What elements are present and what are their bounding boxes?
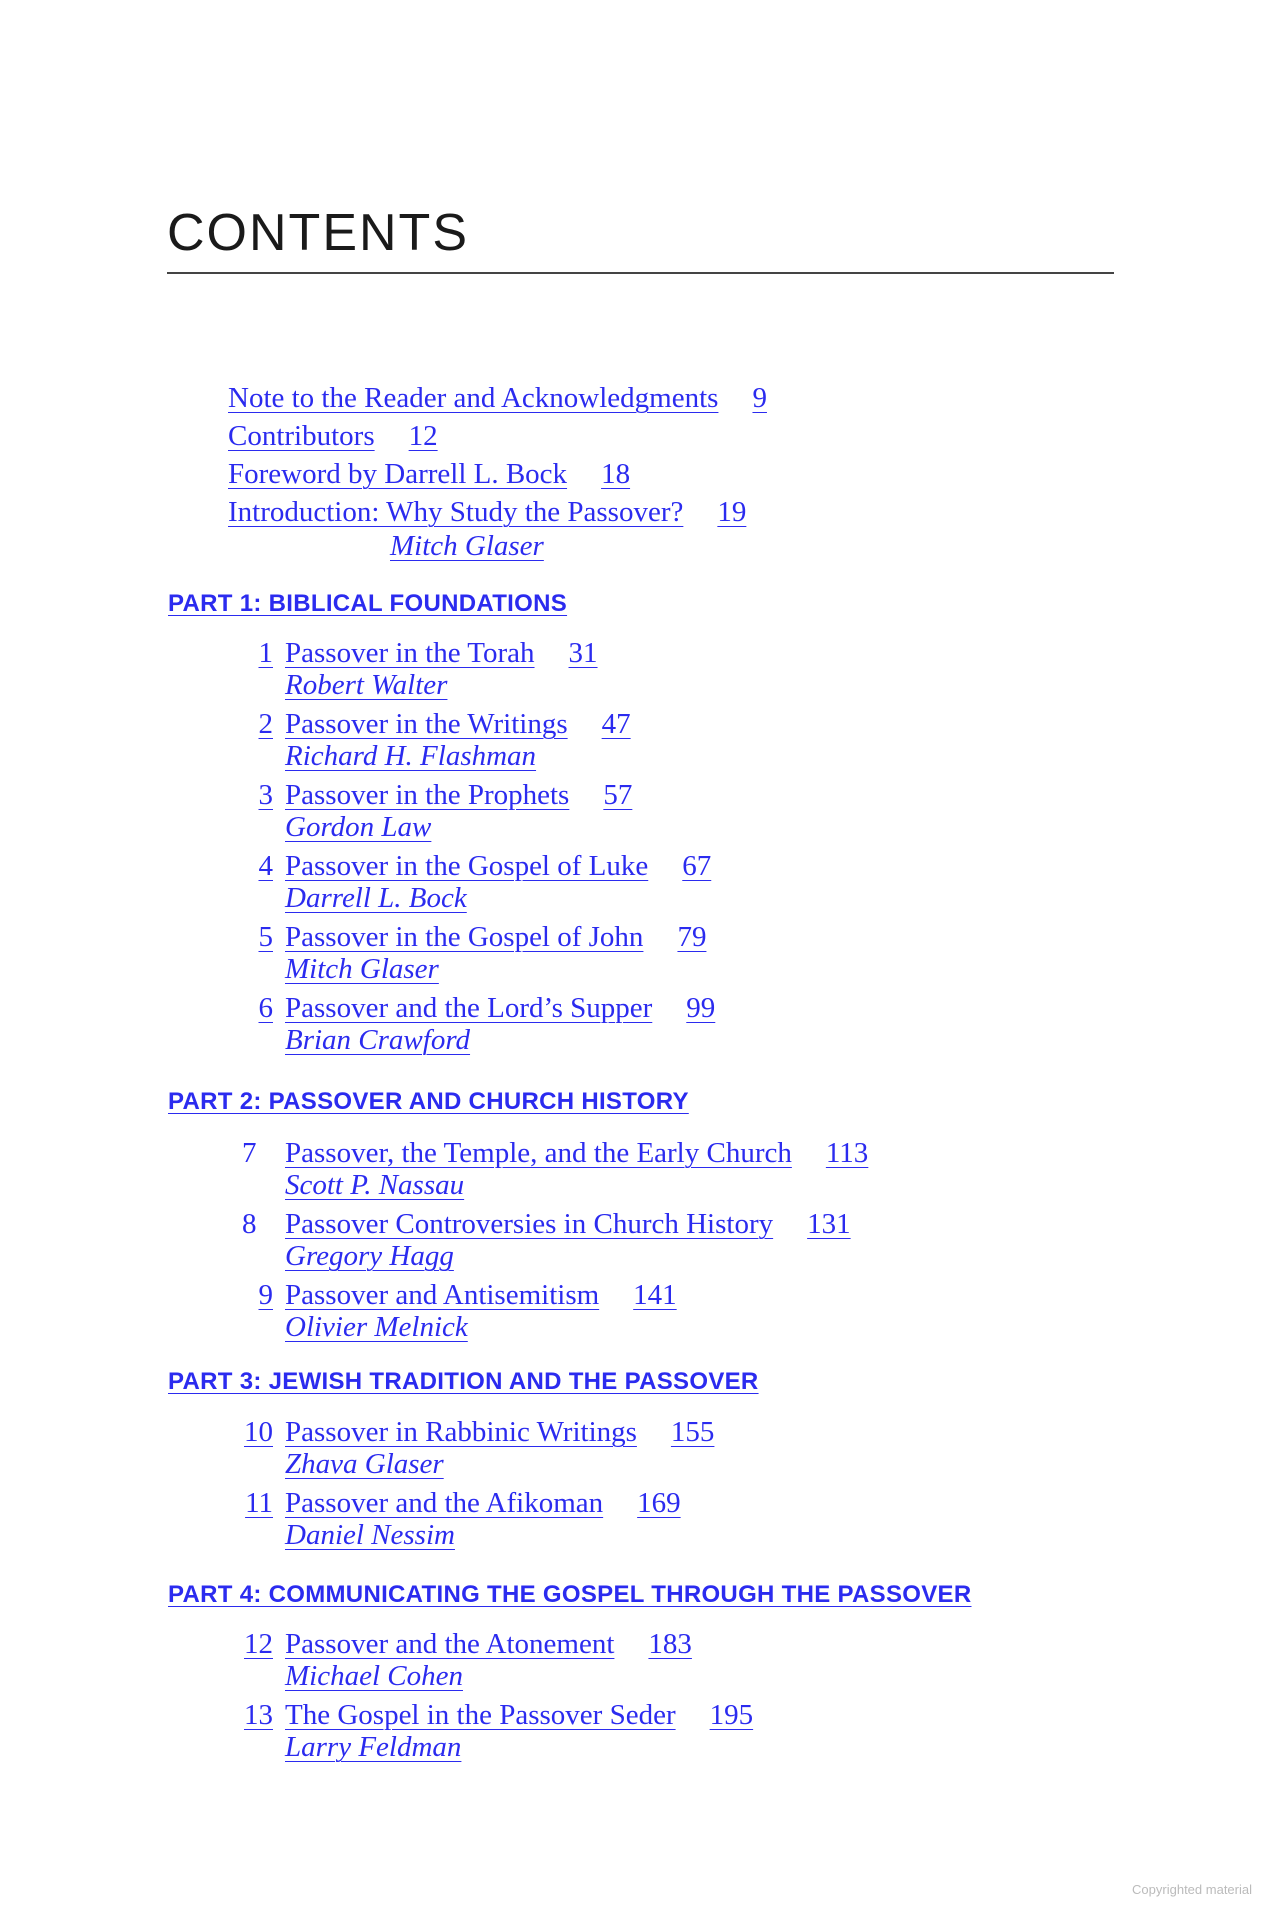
chapter-link[interactable] <box>285 779 632 811</box>
author-name <box>285 1169 464 1201</box>
page-number: 31 <box>568 637 598 669</box>
copyright-watermark: Copyrighted material <box>1132 1882 1252 1897</box>
chapter-title: Passover, the Temple, and the Early Church <box>285 1137 792 1169</box>
front-matter-entry-link[interactable] <box>228 496 746 528</box>
chapter-entry <box>258 708 631 740</box>
author-name <box>285 1448 444 1480</box>
page-number: 47 <box>601 708 631 740</box>
chapter-link[interactable] <box>285 637 598 669</box>
author-link[interactable]: Gordon Law <box>285 811 432 843</box>
chapter-link[interactable] <box>285 1699 753 1731</box>
entry-title: Foreword by Darrell L. Bock <box>228 458 568 490</box>
chapter-entry <box>244 1699 754 1731</box>
author-name <box>285 1731 461 1763</box>
chapter-number[interactable]: 4 <box>258 850 273 882</box>
author-link[interactable]: Robert Walter <box>285 669 448 701</box>
front-matter-entry-link[interactable] <box>228 382 767 414</box>
chapter-link[interactable] <box>285 921 706 953</box>
chapter-title: Passover in the Gospel of John <box>285 921 644 953</box>
page-number: 79 <box>677 921 707 953</box>
chapter-entry <box>258 779 633 811</box>
author-link[interactable]: Richard H. Flashman <box>285 740 537 772</box>
chapter-link[interactable] <box>285 1416 714 1448</box>
chapter-number[interactable]: 6 <box>258 992 273 1024</box>
chapter-title: The Gospel in the Passover Seder <box>285 1699 676 1731</box>
author-name <box>285 1660 463 1692</box>
chapter-title: Passover in the Gospel of Luke <box>285 850 649 882</box>
page-title: CONTENTS <box>167 204 469 262</box>
page-number: 57 <box>603 779 633 811</box>
author-link[interactable]: Michael Cohen <box>285 1660 463 1692</box>
chapter-link[interactable] <box>285 1487 681 1519</box>
chapter-number[interactable]: 5 <box>258 921 273 953</box>
chapter-entry <box>244 1628 692 1660</box>
author-link[interactable]: Mitch Glaser <box>285 953 439 985</box>
chapter-entry <box>258 850 712 882</box>
part-heading[interactable]: PART 2: PASSOVER AND CHURCH HISTORY <box>168 1088 689 1115</box>
chapter-number: 7 <box>242 1137 257 1169</box>
author-name <box>285 882 467 914</box>
part-heading[interactable]: PART 4: COMMUNICATING THE GOSPEL THROUGH THE PASSOVER <box>168 1581 972 1608</box>
author-name <box>285 1240 454 1272</box>
author-name <box>390 530 544 562</box>
chapter-title: Passover and the Lord’s Supper <box>285 992 653 1024</box>
author-link[interactable]: Daniel Nessim <box>285 1519 455 1551</box>
front-matter-entry <box>228 496 746 528</box>
author-link[interactable]: Darrell L. Bock <box>285 882 467 914</box>
chapter-entry <box>244 1416 715 1448</box>
chapter-number[interactable]: 9 <box>258 1279 273 1311</box>
chapter-title: Passover and the Atonement <box>285 1628 615 1660</box>
chapter-title: Passover in the Torah <box>285 637 535 669</box>
page-number: 169 <box>637 1487 681 1519</box>
page-number: 67 <box>682 850 712 882</box>
chapter-number[interactable]: 13 <box>244 1699 273 1731</box>
front-matter-entry <box>228 382 767 414</box>
part-heading[interactable]: PART 1: BIBLICAL FOUNDATIONS <box>168 590 568 617</box>
chapter-number[interactable]: 10 <box>244 1416 273 1448</box>
author-name <box>285 1311 468 1343</box>
chapter-entry <box>258 1279 677 1311</box>
chapter-number[interactable]: 2 <box>258 708 273 740</box>
page-number: 183 <box>648 1628 692 1660</box>
chapter-title: Passover in the Prophets <box>285 779 570 811</box>
entry-title: Note to the Reader and Acknowledgments <box>228 382 719 414</box>
page-number: 195 <box>709 1699 754 1731</box>
author-name <box>285 1024 470 1056</box>
front-matter-entry-link[interactable] <box>228 420 438 452</box>
author-link[interactable]: Gregory Hagg <box>285 1240 454 1272</box>
author-link[interactable]: Olivier Melnick <box>285 1311 468 1343</box>
author-name <box>285 953 439 985</box>
chapter-number[interactable]: 11 <box>245 1487 273 1519</box>
chapter-title: Passover and Antisemitism <box>285 1279 600 1311</box>
chapter-number[interactable]: 3 <box>258 779 273 811</box>
front-matter-entry <box>228 458 630 490</box>
title-divider <box>167 272 1114 274</box>
author-name <box>285 811 431 843</box>
chapter-title: Passover and the Afikoman <box>285 1487 604 1519</box>
page-number: 113 <box>825 1137 869 1169</box>
chapter-entry <box>242 1208 851 1240</box>
page-number: 99 <box>686 992 716 1024</box>
chapter-entry <box>242 1137 868 1169</box>
page-number: 9 <box>752 382 767 414</box>
author-link[interactable]: Mitch Glaser <box>390 530 544 562</box>
chapter-entry <box>258 637 598 669</box>
author-link[interactable]: Scott P. Nassau <box>285 1169 465 1201</box>
chapter-entry <box>245 1487 681 1519</box>
chapter-title: Passover in Rabbinic Writings <box>285 1416 637 1448</box>
entry-title: Introduction: Why Study the Passover? <box>228 496 684 528</box>
author-link[interactable]: Larry Feldman <box>285 1731 462 1763</box>
page-number: 155 <box>670 1416 715 1448</box>
chapter-link[interactable] <box>285 1628 692 1660</box>
chapter-number[interactable]: 12 <box>244 1628 273 1660</box>
page-number: 141 <box>633 1279 677 1311</box>
author-link[interactable]: Brian Crawford <box>285 1024 471 1056</box>
chapter-entry <box>258 992 716 1024</box>
chapter-link[interactable] <box>242 1208 851 1240</box>
chapter-title: Passover Controversies in Church History <box>285 1208 774 1240</box>
page-number: 12 <box>408 420 438 452</box>
chapter-link[interactable] <box>285 708 631 740</box>
entry-title: Contributors <box>228 420 375 452</box>
front-matter-entry-link[interactable] <box>228 458 630 490</box>
front-matter-entry <box>228 420 438 452</box>
page-number: 131 <box>807 1208 851 1240</box>
page-number: 18 <box>601 458 631 490</box>
chapter-link[interactable] <box>242 1137 868 1169</box>
author-name <box>285 1519 455 1551</box>
chapter-number: 8 <box>242 1208 257 1240</box>
chapter-link[interactable] <box>285 992 715 1024</box>
part-heading[interactable]: PART 3: JEWISH TRADITION AND THE PASSOVER <box>168 1368 759 1395</box>
author-name <box>285 740 536 772</box>
chapter-entry <box>258 921 707 953</box>
author-link[interactable]: Zhava Glaser <box>285 1448 444 1480</box>
chapter-link[interactable] <box>285 1279 677 1311</box>
chapter-link[interactable] <box>285 850 711 882</box>
chapter-title: Passover in the Writings <box>285 708 568 740</box>
chapter-number[interactable]: 1 <box>258 637 273 669</box>
author-name <box>285 669 447 701</box>
page-number: 19 <box>717 496 747 528</box>
